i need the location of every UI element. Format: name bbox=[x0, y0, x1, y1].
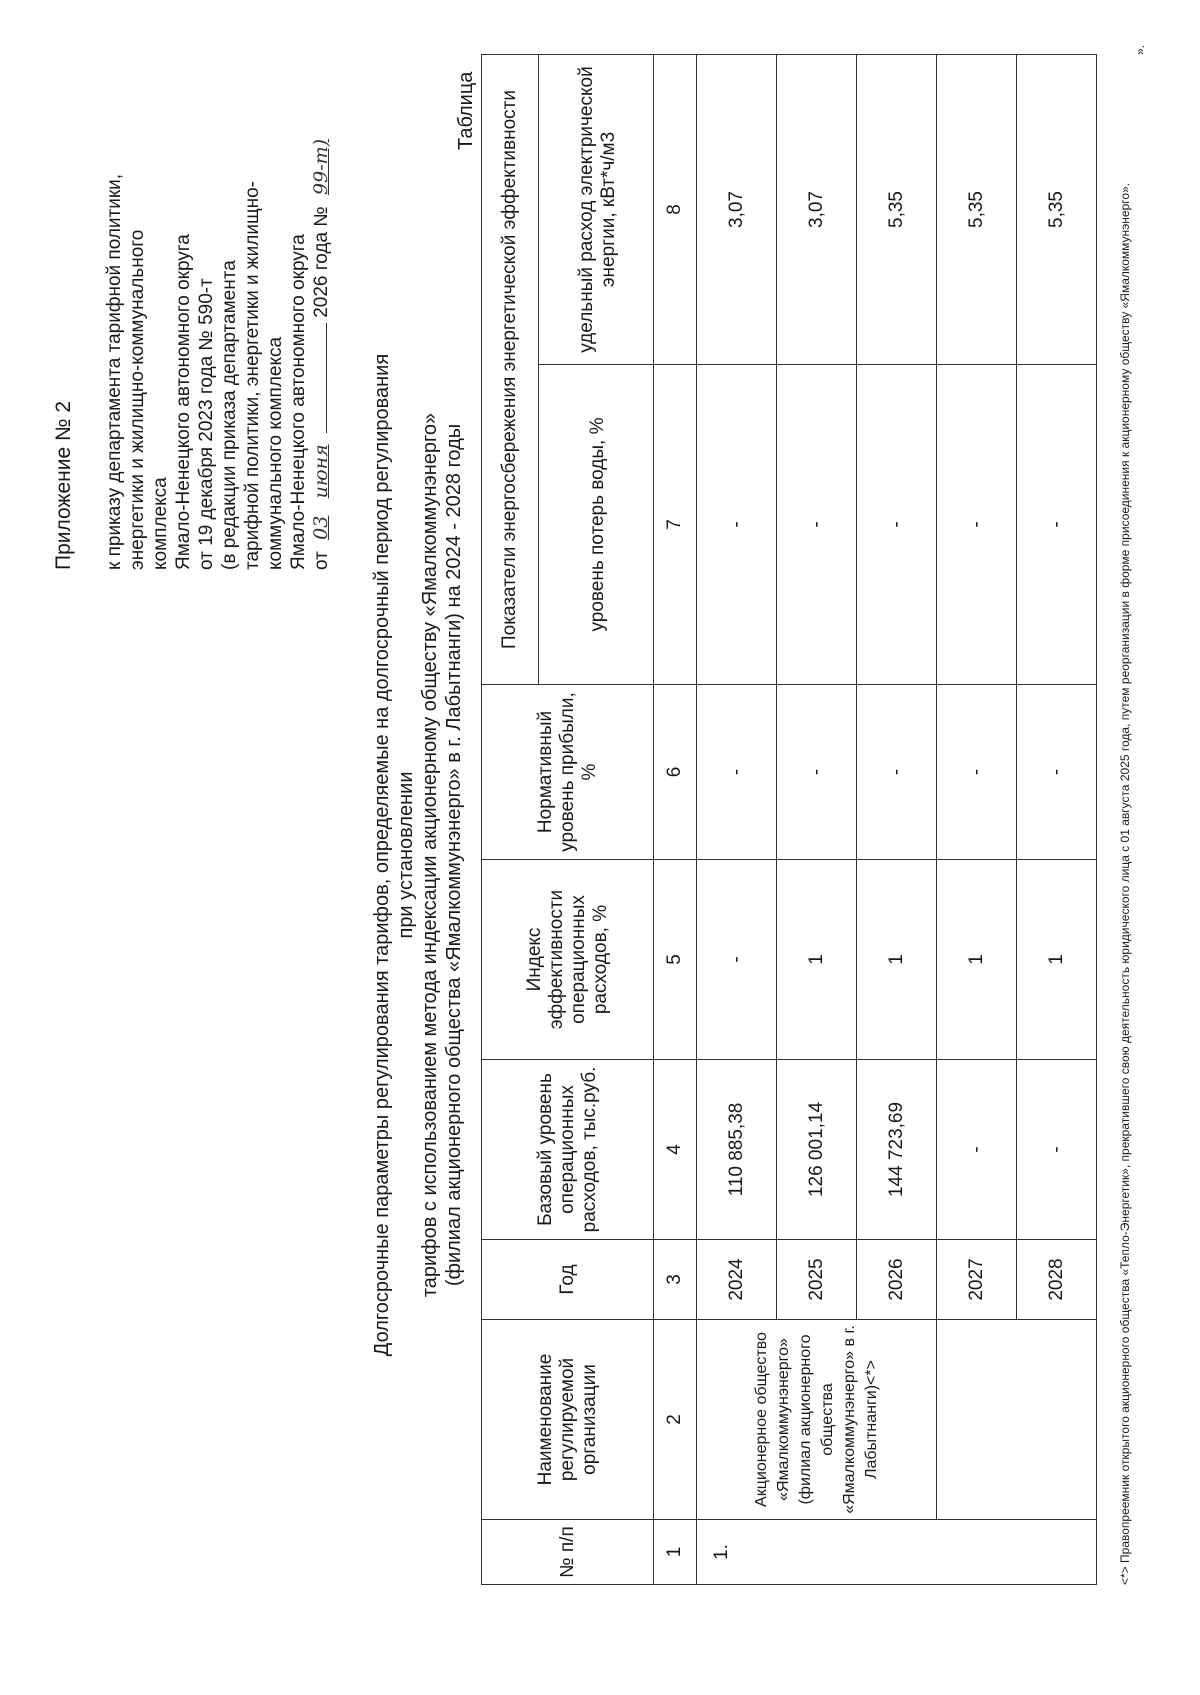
date-year-text: 2026 года № bbox=[311, 206, 332, 318]
electricity-consumption-cell: 5,35 bbox=[937, 54, 1017, 364]
water-loss-cell: - bbox=[857, 365, 937, 685]
year-cell: 2028 bbox=[1017, 1240, 1097, 1320]
footnote bbox=[1118, 45, 1148, 1585]
year-cell: 2025 bbox=[777, 1240, 857, 1320]
column-number: 5 bbox=[654, 860, 697, 1060]
row-number: 1. bbox=[697, 1520, 1097, 1585]
year-cell: 2026 bbox=[857, 1240, 937, 1320]
water-loss-cell: - bbox=[697, 365, 777, 685]
appendix-title: Приложение № 2 bbox=[52, 400, 75, 570]
water-loss-cell: - bbox=[777, 365, 857, 685]
header-organization: Наименование регулируемой организации bbox=[482, 1320, 654, 1520]
header-water-loss: уровень потерь воды, % bbox=[539, 365, 654, 685]
date-prefix: от bbox=[311, 551, 332, 570]
approval-line: (в редакции приказа департамента bbox=[219, 260, 240, 570]
water-loss-cell: - bbox=[1017, 365, 1097, 685]
column-number: 1 bbox=[654, 1520, 697, 1585]
electricity-consumption-cell: 3,07 bbox=[777, 54, 857, 364]
approval-line: комплекса bbox=[150, 477, 171, 570]
header-efficiency-index: Индекс эффективности операционных расходов, % bbox=[482, 860, 654, 1060]
column-number: 7 bbox=[654, 365, 697, 685]
water-loss-cell: - bbox=[937, 365, 1017, 685]
header-year: Год bbox=[482, 1240, 654, 1320]
base-opex-cell: 110 885,38 bbox=[697, 1060, 777, 1240]
approval-line: к приказу департамента тарифной политики, bbox=[104, 173, 125, 570]
approval-line: тарифной политики, энергетики и жилищно- bbox=[242, 181, 263, 570]
base-opex-cell: 126 001,14 bbox=[777, 1060, 857, 1240]
column-number: 4 bbox=[654, 1060, 697, 1240]
table-row bbox=[937, 54, 1017, 1584]
organization-empty-cell bbox=[937, 1320, 1097, 1520]
handwritten-order-number: 99-т) bbox=[310, 138, 332, 195]
approval-date-line bbox=[310, 40, 333, 570]
table-label: Таблица bbox=[455, 71, 477, 150]
header-profit-level: Нормативный уровень прибыли, % bbox=[482, 685, 654, 860]
efficiency-index-cell: 1 bbox=[857, 860, 937, 1060]
date-blank-line bbox=[325, 323, 327, 433]
column-number: 2 bbox=[654, 1320, 697, 1520]
column-number: 6 bbox=[654, 685, 697, 860]
title-line: (филиал акционерного общества «Ямалкоммунэнерго» в г. Лабытнанги) на 2024 - 2028 годы bbox=[443, 423, 465, 1287]
profit-level-cell: - bbox=[857, 685, 937, 860]
handwritten-day: 03 bbox=[310, 515, 332, 540]
title-line: тарифов с использованием метода индексации акционерному обществу «Ямалкоммунэнерго» bbox=[419, 412, 441, 1298]
header-electricity-consumption: удельный расход электрической энергии, кВт*ч/м3 bbox=[539, 54, 654, 364]
approval-line: Ямало-Ненецкого автономного округа bbox=[173, 234, 194, 570]
efficiency-index-cell: 1 bbox=[937, 860, 1017, 1060]
header-base-opex: Базовый уровень операционных расходов, тыс.руб. bbox=[482, 1060, 654, 1240]
base-opex-cell: - bbox=[937, 1060, 1017, 1240]
profit-level-cell: - bbox=[1017, 685, 1097, 860]
year-cell: 2024 bbox=[697, 1240, 777, 1320]
table-row bbox=[697, 54, 777, 1584]
profit-level-cell: - bbox=[937, 685, 1017, 860]
approval-line: Ямало-Ненецкого автономного округа bbox=[288, 234, 309, 570]
year-cell: 2027 bbox=[937, 1240, 1017, 1320]
efficiency-index-cell: 1 bbox=[777, 860, 857, 1060]
handwritten-month: июня bbox=[310, 444, 332, 499]
footnote-tail: ». bbox=[1133, 45, 1147, 56]
efficiency-index-cell: 1 bbox=[1017, 860, 1097, 1060]
approval-block bbox=[103, 40, 333, 570]
header-energy-group: Показатели энергосбережения энергетической эффективности bbox=[482, 54, 539, 684]
approval-line: коммунального комплекса bbox=[265, 336, 286, 570]
document-title bbox=[370, 345, 466, 1365]
footnote-text: <*> Правопреемник открытого акционерного общества «Тепло-Энергетик», прекратившего свою деятельность юридического лица с 01 августа 2025 года, путем реорганизации в форме присоединения к акционерному обществу «Ямалкоммунэнерго». bbox=[1118, 182, 1132, 1585]
electricity-consumption-cell: 3,07 bbox=[697, 54, 777, 364]
header-number: № п/п bbox=[482, 1520, 654, 1585]
parameters-table bbox=[481, 54, 1097, 1585]
title-line: Долгосрочные параметры регулирования тарифов, определяемые на долгосрочный период регулирования при установлении bbox=[371, 353, 417, 1357]
organization-name: Акционерное общество «Ямалкоммунэнерго» (филиал акционерного общества «Ямалкоммунэнерго» в г. Лабытнанги)<*> bbox=[697, 1320, 937, 1520]
base-opex-cell: - bbox=[1017, 1060, 1097, 1240]
column-number: 8 bbox=[654, 54, 697, 364]
electricity-consumption-cell: 5,35 bbox=[857, 54, 937, 364]
efficiency-index-cell: - bbox=[697, 860, 777, 1060]
approval-line: энергетики и жилищно-коммунального bbox=[127, 229, 148, 570]
electricity-consumption-cell: 5,35 bbox=[1017, 54, 1097, 364]
base-opex-cell: 144 723,69 bbox=[857, 1060, 937, 1240]
profit-level-cell: - bbox=[697, 685, 777, 860]
column-number: 3 bbox=[654, 1240, 697, 1320]
profit-level-cell: - bbox=[777, 685, 857, 860]
approval-line: от 19 декабря 2023 года № 590-т bbox=[196, 278, 217, 570]
